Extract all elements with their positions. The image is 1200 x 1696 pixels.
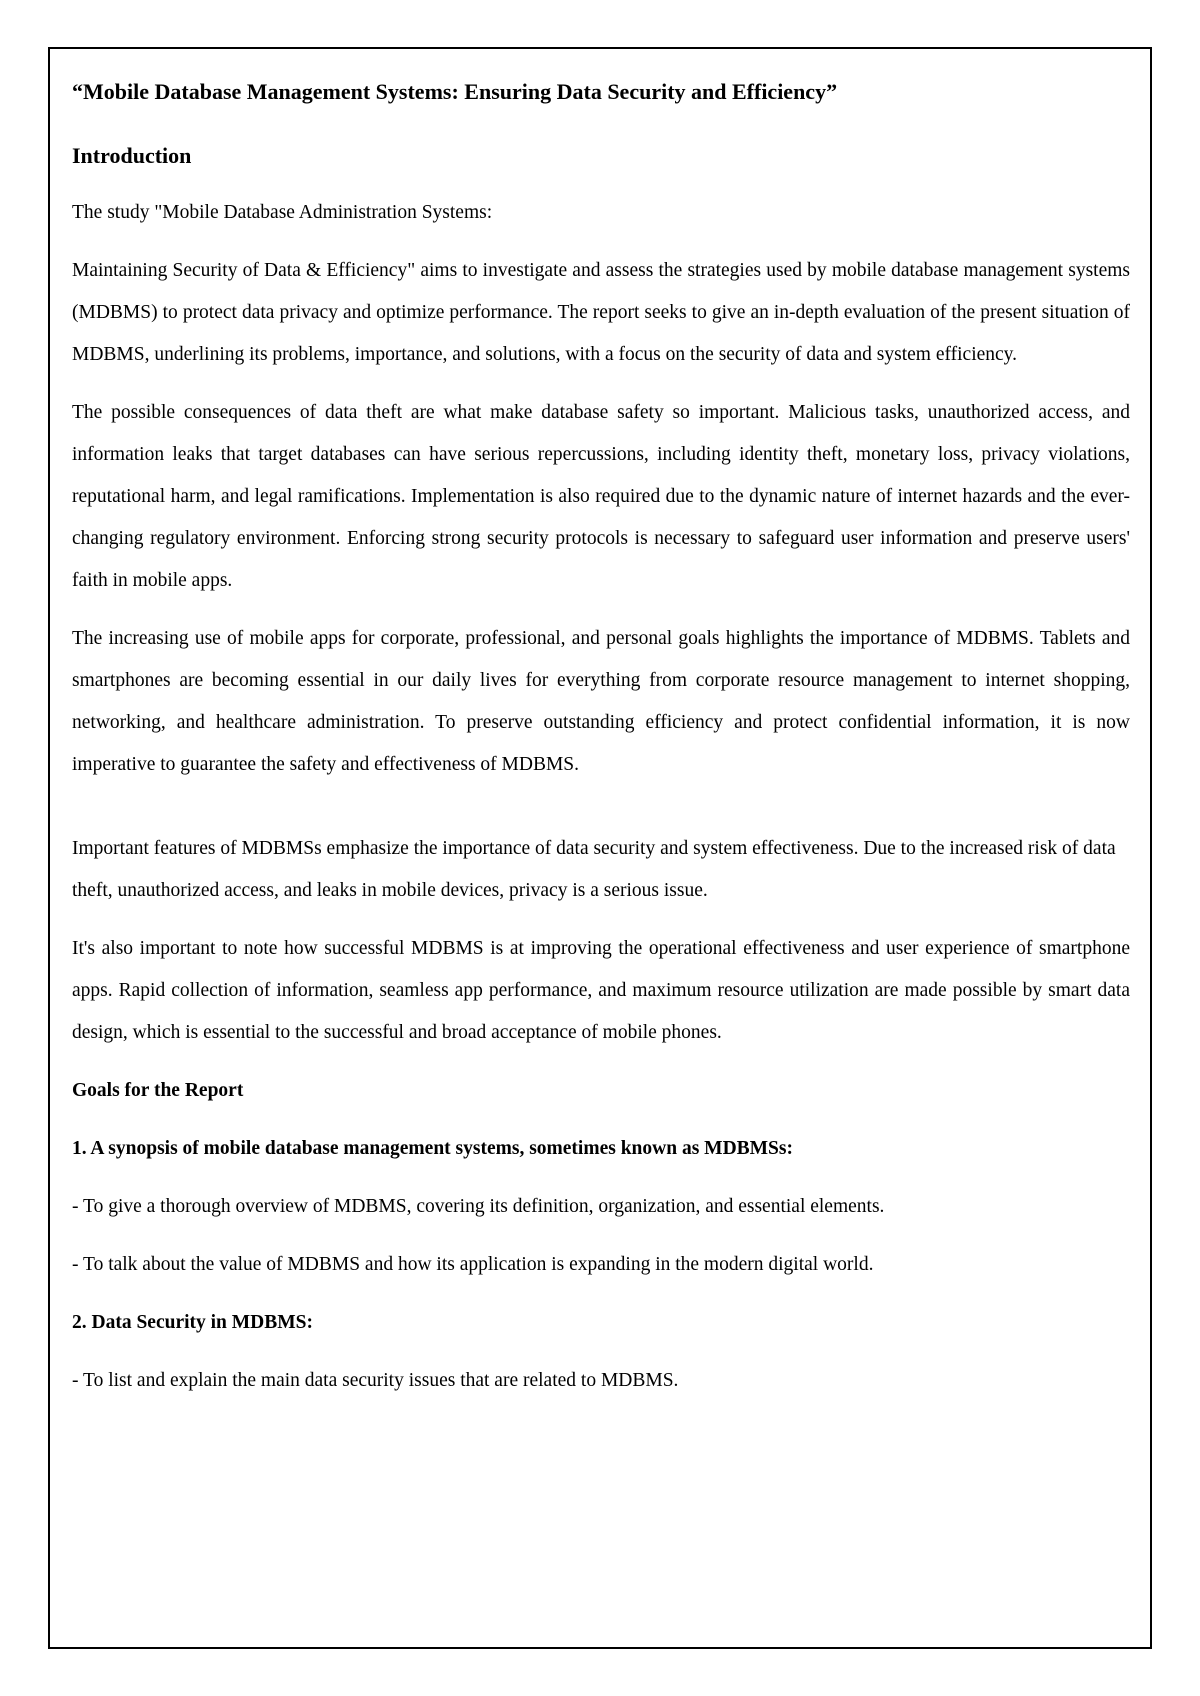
introduction-heading: Introduction bbox=[72, 143, 192, 168]
paragraph-aims: Maintaining Security of Data & Efficiency" aims to investigate and assess the strategies used by mobile database management systems (MDBMS) to protect data privacy and optimize performance. The report seeks to give an in-depth evaluation of the present situation of MDBMS, underlining its problems, importance, and solutions, with a focus on the security of data and system efficiency. bbox=[72, 260, 1130, 365]
goal-1-bullet-1: - To give a thorough overview of MDBMS, covering its definition, organization, and essential elements. bbox=[72, 1196, 885, 1217]
document-title: “Mobile Database Management Systems: Ensuring Data Security and Efficiency” bbox=[72, 79, 838, 104]
goal-2-heading: 2. Data Security in MDBMS: bbox=[72, 1312, 314, 1333]
goal-2-bullet-1: - To list and explain the main data security issues that are related to MDBMS. bbox=[72, 1370, 679, 1391]
goals-heading: Goals for the Report bbox=[72, 1080, 244, 1101]
paragraph-data-theft: The possible consequences of data theft are what make database safety so important. Malicious tasks, unauthorized access, and information leaks that target databases can have serious repercussions, including identity theft, monetary loss, privacy violations, reputational harm, and legal ramifications. Implementation is also required due to the dynamic nature of internet hazards and the ever-changing regulatory environment. Enforcing strong security protocols is necessary to safeguard user information and preserve users' faith in mobile apps. bbox=[72, 402, 1130, 591]
paragraph-study-intro: The study "Mobile Database Administration Systems: bbox=[72, 202, 493, 223]
goal-1-bullet-2: - To talk about the value of MDBMS and how its application is expanding in the modern digital world. bbox=[72, 1254, 874, 1275]
paragraph-spacer bbox=[72, 802, 1130, 828]
goal-1-heading: 1. A synopsis of mobile database management systems, sometimes known as MDBMSs: bbox=[72, 1138, 793, 1159]
paragraph-important-features: Important features of MDBMSs emphasize the importance of data security and system effectiveness. Due to the increased risk of data theft, unauthorized access, and leaks in mobile devices, privacy is a serious issue. bbox=[72, 838, 1116, 901]
paragraph-operational-effectiveness: It's also important to note how successful MDBMS is at improving the operational effectiveness and user experience of smartphone apps. Rapid collection of information, seamless app performance, and maximum resource utilization are made possible by smart data design, which is essential to the successful and broad acceptance of mobile phones. bbox=[72, 938, 1130, 1043]
document-body bbox=[72, 72, 1130, 1418]
paragraph-mobile-apps-use: The increasing use of mobile apps for corporate, professional, and personal goals highlights the importance of MDBMS. Tablets and smartphones are becoming essential in our daily lives for everything from corporate resource management to internet shopping, networking, and healthcare administration. To preserve outstanding efficiency and protect confidential information, it is now imperative to guarantee the safety and effectiveness of MDBMS. bbox=[72, 628, 1130, 775]
